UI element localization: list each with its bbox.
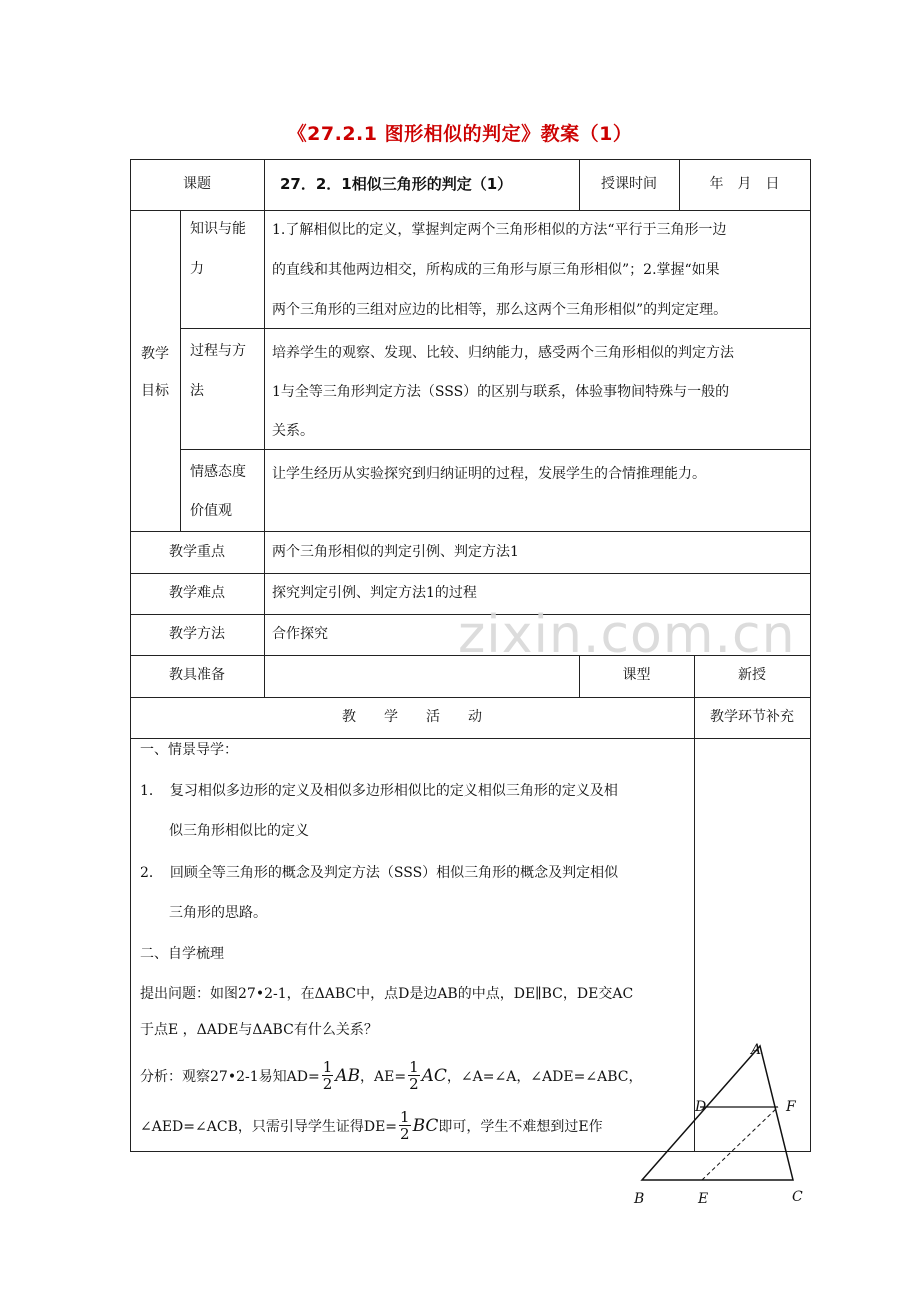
dashed-ef	[702, 1107, 778, 1180]
goals-label-line2: 目标	[141, 383, 169, 399]
point-f-label: E	[698, 1191, 709, 1207]
emotion-label-2: 价值观	[190, 503, 232, 519]
tools-label: 教具准备	[169, 667, 225, 683]
point-c-label: C	[792, 1189, 803, 1205]
fraction-numerator: 1	[409, 1057, 419, 1076]
item-2-line-1: 2． 回顾全等三角形的概念及判定方法（SSS）相似三角形的概念及判定相似	[140, 865, 619, 881]
fraction-denominator: 2	[409, 1074, 419, 1093]
segment-ab: AB	[335, 1066, 361, 1086]
item-1-line-1: 1． 复习相似多边形的定义及相似多边形相似比的定义相似三角形的定义及相	[140, 783, 618, 799]
question-line-1: 提出问题：如图27•2-1，在ΔABC中，点D是边AB的中点，DE∥BC，DE交AC	[140, 986, 634, 1002]
knowledge-line-1: 1.了解相似比的定义，掌握判定两个三角形相似的方法“平行于三角形一边	[272, 222, 727, 238]
analysis-line-1-mid: ，AE=	[360, 1069, 407, 1085]
point-a-label: A	[751, 1042, 762, 1058]
analysis-line-2-suffix: 即可，学生不难想到过E作	[438, 1119, 603, 1135]
analysis-line-1-suffix: ，∠A=∠A，∠ADE=∠ABC，	[446, 1069, 643, 1085]
question-line-2: 于点E ，ΔADE与ΔABC有什么关系？	[140, 1022, 378, 1038]
topic-value: 27．2．1相似三角形的判定（1）	[280, 175, 513, 193]
fraction-numerator: 1	[400, 1107, 410, 1126]
analysis-line-2-prefix: ∠AED=∠ACB，只需引导学生证得DE=	[140, 1119, 398, 1135]
process-line-1: 培养学生的观察、发现、比较、归纳能力，感受两个三角形相似的判定方法	[272, 345, 734, 361]
method-value: 合作探究	[272, 626, 328, 642]
method-label: 教学方法	[169, 626, 225, 642]
knowledge-line-2: 的直线和其他两边相交，所构成的三角形与原三角形相似”；2.掌握“如果	[272, 262, 720, 278]
watermark: zixin.com.cn	[458, 605, 796, 665]
type-label: 课型	[622, 667, 651, 683]
knowledge-label-2: 力	[190, 261, 204, 277]
time-label: 授课时间	[601, 176, 657, 192]
section-2-heading: 二、自学梳理	[140, 946, 224, 962]
activity-side-header: 教学环节补充	[710, 709, 794, 725]
activity-header: 教 学 活 动	[342, 709, 482, 725]
topic-label: 课题	[183, 176, 211, 192]
process-line-3: 关系。	[272, 423, 314, 439]
goals-label-line1: 教学	[141, 346, 169, 362]
point-b-label: B	[634, 1191, 645, 1207]
key-value: 两个三角形相似的判定引例、判定方法1	[272, 544, 519, 560]
document-title: 《27.2.1 图形相似的判定》教案（1）	[287, 123, 633, 145]
analysis-line-1	[140, 1058, 642, 1096]
fraction-half-ab	[322, 1059, 334, 1092]
emotion-label-1: 情感态度	[190, 464, 246, 480]
process-label-1: 过程与方	[190, 343, 246, 359]
point-d-label: D	[695, 1099, 707, 1115]
segment-ac: AC	[421, 1066, 447, 1086]
analysis-line-1-prefix: 分析：观察27•2-1易知AD=	[140, 1069, 320, 1085]
item-2-line-2: 三角形的思路。	[169, 905, 267, 921]
knowledge-line-3: 两个三角形的三组对应边的比相等，那么这两个三角形相似”的判定定理。	[272, 302, 728, 318]
triangle-figure	[600, 1030, 820, 1210]
key-label: 教学重点	[169, 544, 225, 560]
analysis-line-2	[140, 1108, 603, 1146]
fraction-denominator: 2	[400, 1124, 410, 1143]
process-line-2: 1与全等三角形判定方法（SSS）的区别与联系，体验事物间特殊与一般的	[272, 384, 730, 400]
fraction-half-ac	[408, 1059, 420, 1092]
fraction-half-bc	[399, 1109, 411, 1142]
type-value: 新授	[738, 667, 766, 683]
triangle-abc	[642, 1046, 793, 1180]
knowledge-label-1: 知识与能	[190, 221, 246, 237]
time-value: 年 月 日	[709, 176, 780, 192]
emotion-line: 让学生经历从实验探究到归纳证明的过程，发展学生的合情推理能力。	[272, 466, 706, 482]
difficult-value: 探究判定引例、判定方法1的过程	[272, 585, 477, 601]
point-e-label: F	[786, 1099, 796, 1115]
segment-bc: BC	[412, 1116, 439, 1136]
fraction-numerator: 1	[322, 1057, 333, 1076]
process-label-2: 法	[190, 383, 204, 399]
fraction-denominator: 2	[322, 1074, 333, 1093]
item-1-line-2: 似三角形相似比的定义	[169, 823, 309, 839]
difficult-label: 教学难点	[169, 585, 225, 601]
section-1-heading: 一、情景导学：	[140, 742, 238, 758]
